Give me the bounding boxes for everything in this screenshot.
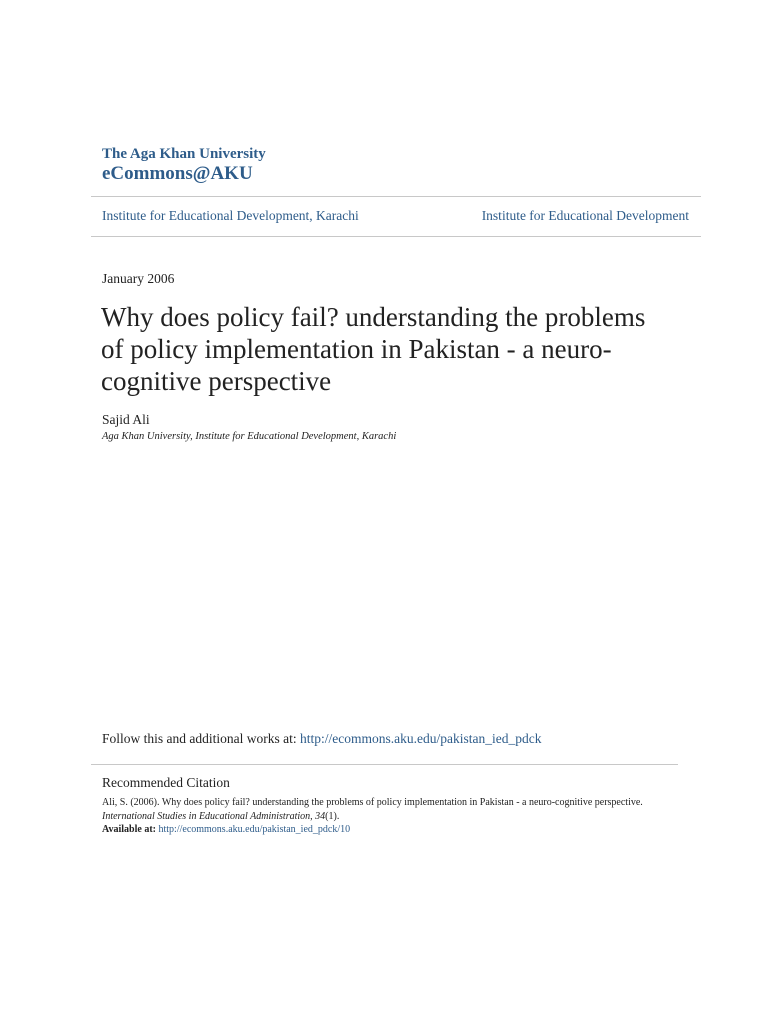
repository-brand[interactable] bbox=[102, 145, 266, 185]
follow-label: Follow this and additional works at: bbox=[102, 731, 300, 746]
title-line: of policy implementation in Pakistan - a neuro- bbox=[101, 334, 612, 364]
divider bbox=[91, 764, 678, 765]
paper-title bbox=[101, 301, 681, 397]
author-name: Sajid Ali bbox=[102, 412, 150, 427]
repository-name: eCommons@AKU bbox=[102, 163, 253, 184]
collection-bar bbox=[91, 196, 701, 237]
citation-journal-line bbox=[102, 810, 722, 824]
citation-text: Ali, S. (2006). Why does policy fail? understanding the problems of policy implementation in Pakistan - a neuro-cognitive perspective. bbox=[102, 797, 643, 808]
citation-availability bbox=[102, 823, 722, 837]
collection-url-link[interactable]: http://ecommons.aku.edu/pakistan_ied_pdck bbox=[300, 731, 542, 746]
author-affiliation: Aga Khan University, Institute for Educational Development, Karachi bbox=[102, 431, 397, 442]
citation-issue: (1). bbox=[325, 810, 340, 822]
title-line: Why does policy fail? understanding the problems bbox=[101, 302, 646, 332]
citation-journal: International Studies in Educational Administration, 34 bbox=[102, 810, 326, 822]
title-line: cognitive perspective bbox=[101, 366, 332, 396]
follow-section bbox=[102, 731, 541, 747]
citation-block bbox=[102, 796, 722, 837]
recommended-citation-heading: Recommended Citation bbox=[102, 775, 230, 790]
paper-url-link[interactable]: http://ecommons.aku.edu/pakistan_ied_pdck/10 bbox=[158, 824, 351, 835]
university-name: The Aga Khan University bbox=[102, 146, 266, 162]
collection-link-ied[interactable]: Institute for Educational Development bbox=[481, 208, 689, 223]
publication-date: January 2006 bbox=[102, 271, 175, 286]
collection-link-karachi[interactable]: Institute for Educational Development, Karachi bbox=[102, 208, 359, 223]
available-label: Available at: bbox=[102, 824, 159, 835]
